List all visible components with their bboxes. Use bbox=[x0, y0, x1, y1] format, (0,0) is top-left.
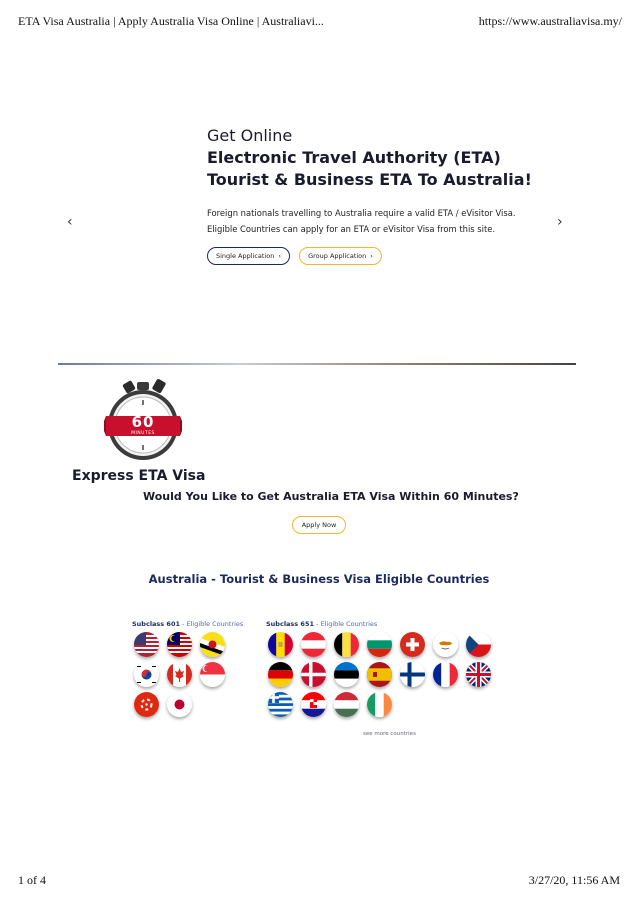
hero-description-2: Eligible Countries can apply for an ETA or eVisitor Visa from this site. bbox=[207, 224, 496, 234]
hero-line-2: Electronic Travel Authority (ETA) bbox=[207, 148, 501, 167]
apply-now-label: Apply Now bbox=[301, 521, 337, 529]
subclass-601-suffix: - Eligible Countries bbox=[180, 620, 244, 628]
singapore-flag[interactable] bbox=[200, 662, 225, 687]
print-page-title: ETA Visa Australia | Apply Australia Visa Online | Australiavi... bbox=[18, 14, 324, 28]
finland-flag[interactable] bbox=[400, 662, 425, 687]
express-eta-question: Would You Like to Get Australia ETA Visa Within 60 Minutes? bbox=[143, 490, 519, 503]
usa-flag[interactable] bbox=[134, 632, 159, 657]
south-korea-flag[interactable] bbox=[134, 662, 159, 687]
andorra-flag[interactable] bbox=[268, 632, 293, 657]
sixty-logo-minutes: MINUTES bbox=[131, 431, 155, 436]
malaysia-flag[interactable] bbox=[167, 632, 192, 657]
print-datetime: 3/27/20, 11:56 AM bbox=[528, 873, 620, 887]
subclass-651-label: Subclass 651 bbox=[266, 620, 314, 628]
spain-flag[interactable] bbox=[367, 662, 392, 687]
subclass-601-label: Subclass 601 bbox=[132, 620, 180, 628]
single-application-label: Single Application bbox=[216, 252, 275, 260]
section-divider bbox=[58, 363, 576, 365]
apply-now-button[interactable] bbox=[292, 516, 346, 534]
greece-flag[interactable] bbox=[268, 692, 293, 717]
print-page-url: https://www.australiavisa.my/ bbox=[478, 14, 622, 28]
subclass-601-title bbox=[132, 620, 243, 628]
group-application-button[interactable] bbox=[299, 247, 382, 265]
sixty-logo-number: 60 bbox=[131, 413, 155, 431]
united-kingdom-flag[interactable] bbox=[466, 662, 491, 687]
switzerland-flag[interactable] bbox=[400, 632, 425, 657]
sixty-minutes-logo bbox=[104, 378, 182, 464]
france-flag[interactable] bbox=[433, 662, 458, 687]
single-application-button[interactable] bbox=[207, 247, 290, 265]
ireland-flag[interactable] bbox=[367, 692, 392, 717]
hero-line-1: Get Online bbox=[207, 126, 293, 145]
chevron-right-icon: › bbox=[370, 252, 373, 260]
cyprus-flag[interactable] bbox=[433, 632, 458, 657]
subclass-651-suffix: - Eligible Countries bbox=[314, 620, 378, 628]
croatia-flag[interactable] bbox=[301, 692, 326, 717]
group-application-label: Group Application bbox=[308, 252, 367, 260]
germany-flag[interactable] bbox=[268, 662, 293, 687]
estonia-flag[interactable] bbox=[334, 662, 359, 687]
express-eta-title: Express ETA Visa bbox=[72, 468, 206, 484]
czech-republic-flag[interactable] bbox=[466, 632, 491, 657]
belgium-flag[interactable] bbox=[334, 632, 359, 657]
print-page-number: 1 of 4 bbox=[18, 873, 46, 887]
brunei-flag[interactable] bbox=[200, 632, 225, 657]
bulgaria-flag[interactable] bbox=[367, 632, 392, 657]
denmark-flag[interactable] bbox=[301, 662, 326, 687]
carousel-prev-arrow[interactable]: ‹ bbox=[67, 214, 73, 230]
japan-flag[interactable] bbox=[167, 692, 192, 717]
austria-flag[interactable] bbox=[301, 632, 326, 657]
subclass-651-title bbox=[266, 620, 377, 628]
hong-kong-flag[interactable] bbox=[134, 692, 159, 717]
see-more-countries-link[interactable]: see more countries bbox=[363, 731, 416, 737]
hero-description-1: Foreign nationals travelling to Australia require a valid ETA / eVisitor Visa. bbox=[207, 208, 516, 218]
hungary-flag[interactable] bbox=[334, 692, 359, 717]
canada-flag[interactable] bbox=[167, 662, 192, 687]
carousel-next-arrow[interactable]: › bbox=[557, 214, 563, 230]
chevron-right-icon: › bbox=[278, 252, 281, 260]
hero-line-3: Tourist & Business ETA To Australia! bbox=[207, 170, 532, 189]
eligible-countries-heading: Australia - Tourist & Business Visa Eligible Countries bbox=[148, 572, 490, 586]
